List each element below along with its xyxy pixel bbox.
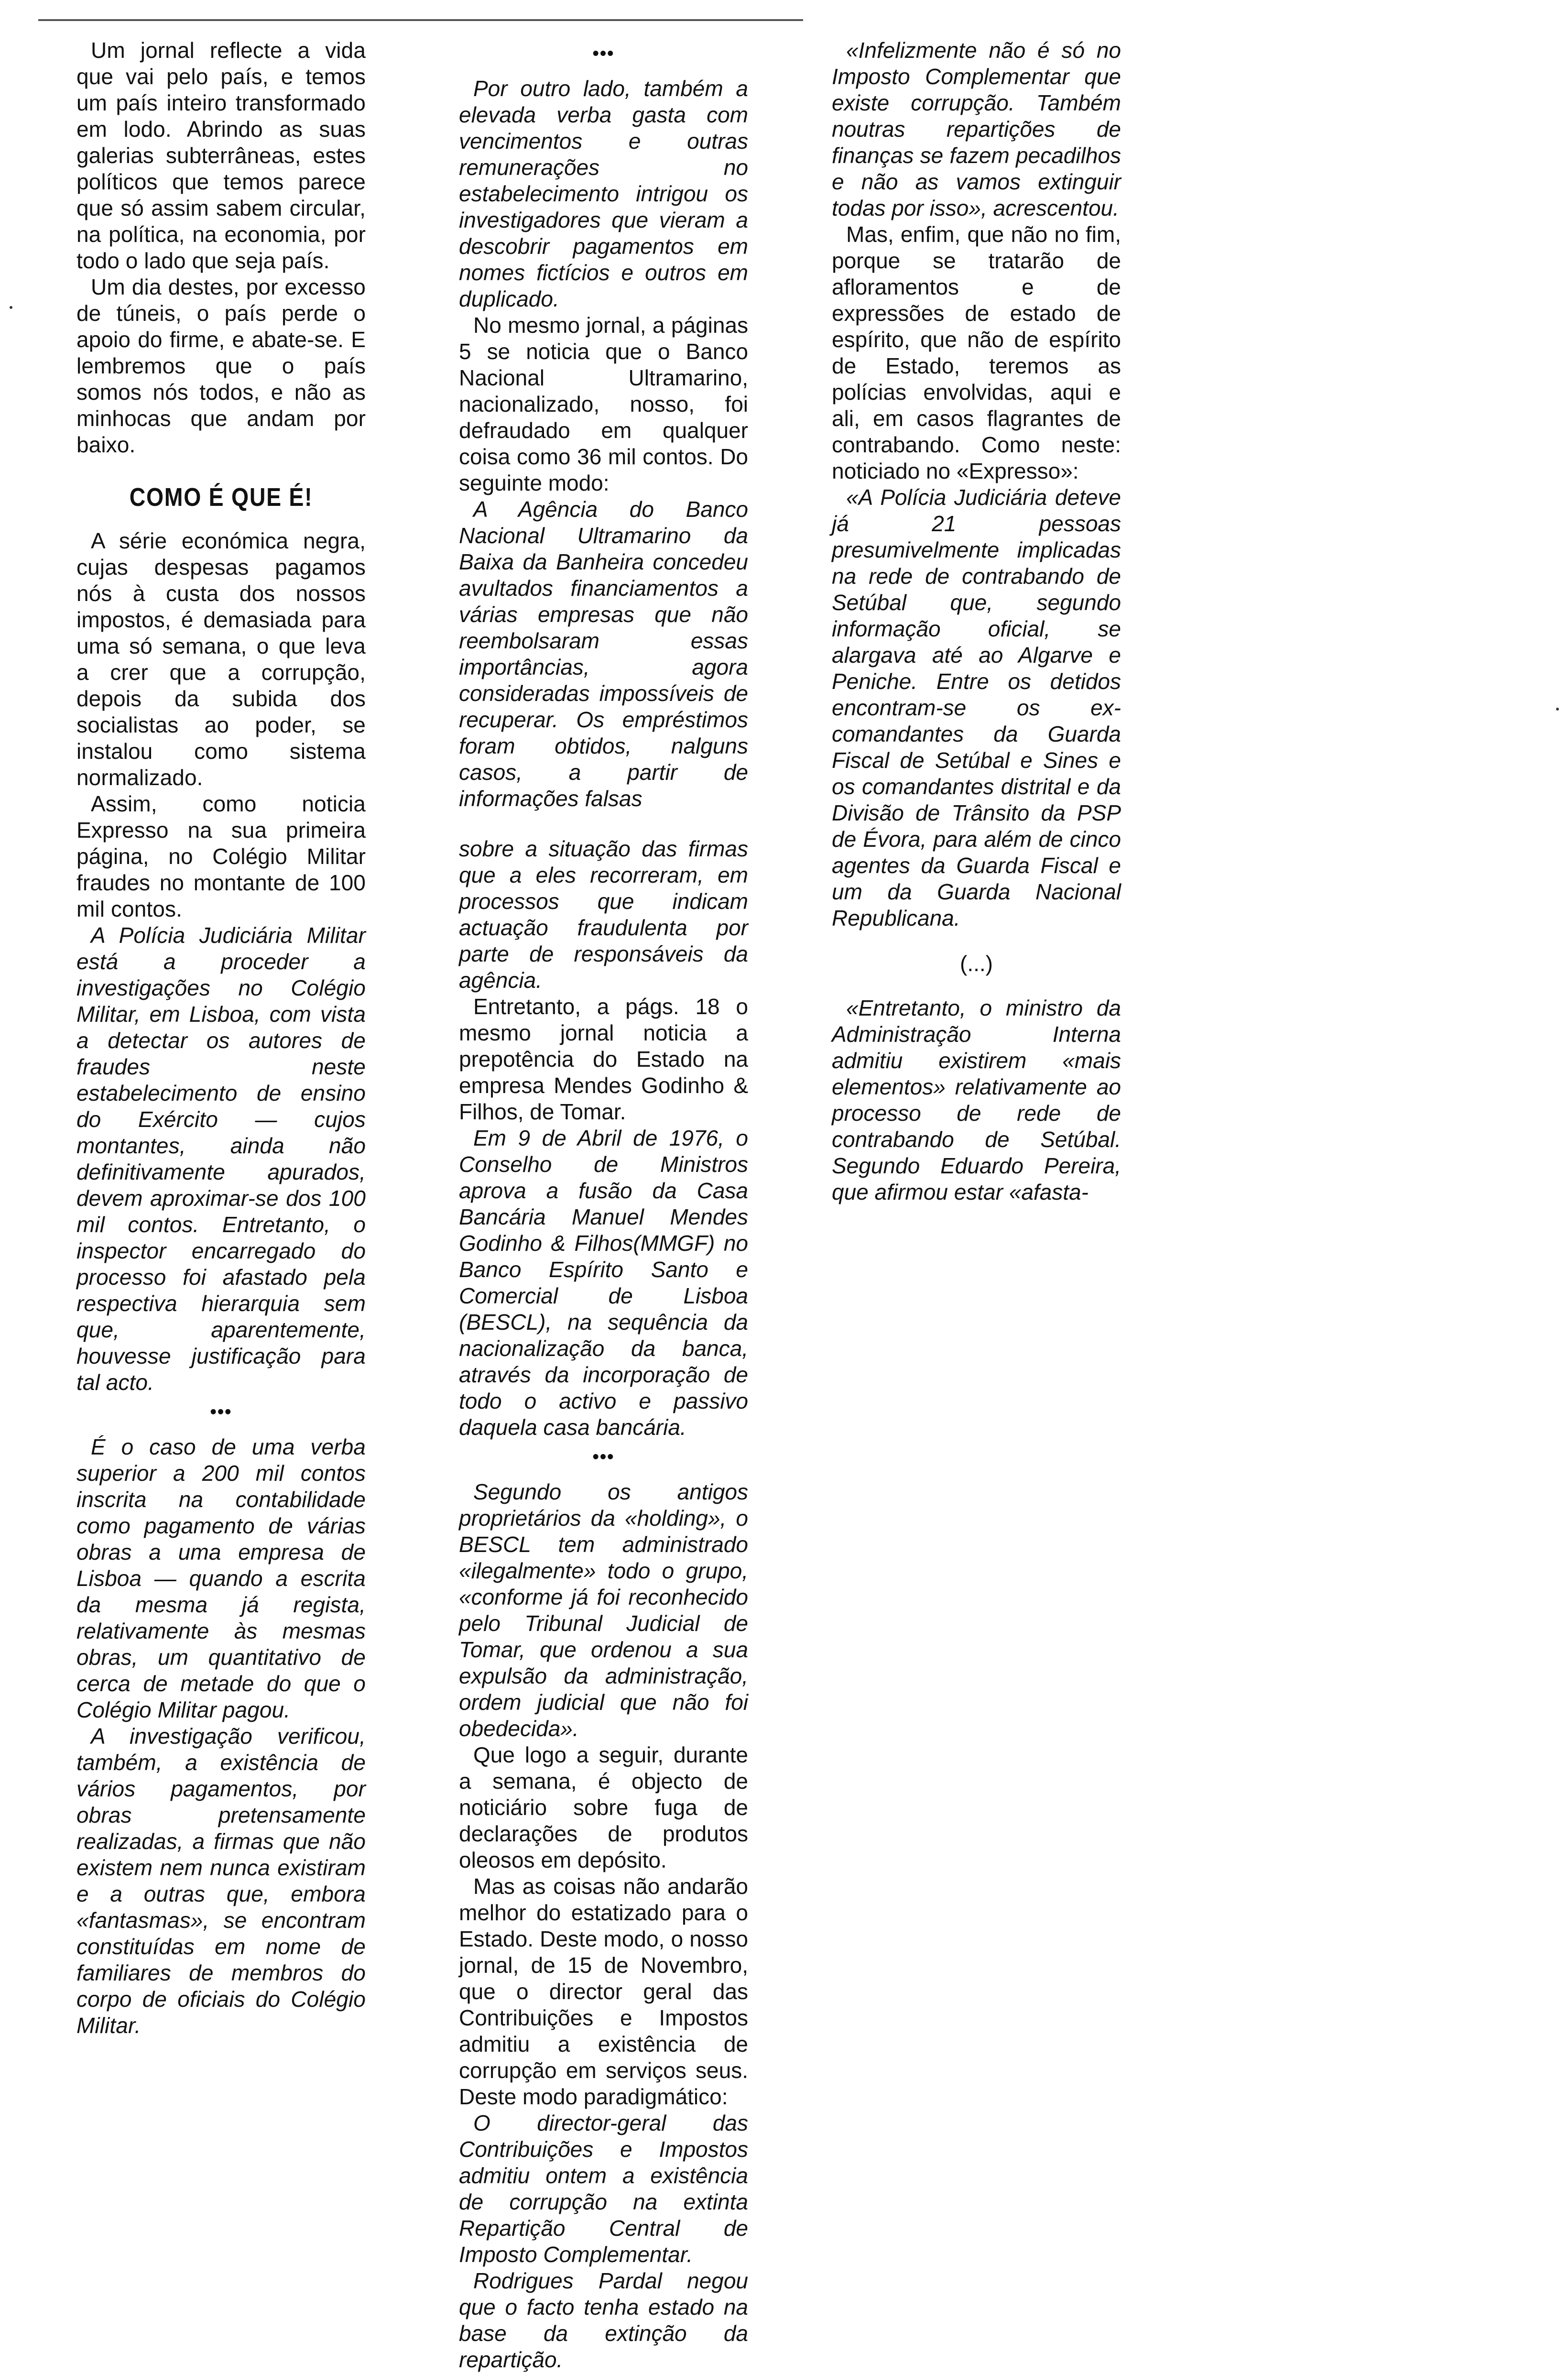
quoted-paragraph: «A Polícia Judiciária deteve já 21 pessoas presumivelmente implicadas na rede de contrabando de Setúbal que, segundo informação oficial, se alargava até ao Algarve e Peniche. Entre os detidos encontram-se os ex-comandantes da Guarda Fiscal de Setúbal e Sines e os comandantes distrital e da Divisão de Trânsito da PSP de Évora, para além de cinco agentes da Guarda Fiscal e um da Guarda Nacional Republicana. bbox=[832, 485, 1121, 930]
omission-mark: (...) bbox=[960, 951, 993, 976]
top-rule bbox=[38, 19, 803, 21]
paragraph: Mas as coisas não andarão melhor do estatizado para o Estado. Deste modo, o nosso jornal, de 15 de Novembro, que o director geral das Contribuições e Impostos admitiu a existência de corrupção em serviços seus. Deste modo paradigmático: bbox=[459, 1874, 748, 2109]
article-column-2 bbox=[459, 37, 748, 2373]
quoted-paragraph: «Infelizmente não é só no Imposto Complementar que existe corrupção. Também noutras repartições de finanças se fazem pecadilhos e não as vamos extinguir todas por isso», acrescentou. bbox=[832, 38, 1121, 220]
quoted-paragraph: sobre a situação das firmas que a eles recorreram, em processos que indicam actuação fraudulenta por parte de responsáveis da agência. bbox=[459, 836, 748, 993]
paragraph: Mas, enfim, que não no fim, porque se tratarão de afloramentos e de expressões de estado de espírito, que não de espírito de Estado, teremos as polícias envolvidas, aqui e ali, em casos flagrantes de contrabando. Como neste: noticiado no «Expresso»: bbox=[832, 222, 1121, 483]
paragraph: Um dia destes, por excesso de túneis, o país perde o apoio do firme, e abate-se. E lembremos que o país somos nós todos, e não as minhocas que andam por baixo. bbox=[76, 274, 366, 457]
quoted-paragraph: A Agência do Banco Nacional Ultramarino da Baixa da Banheira concedeu avultados financiamentos a várias empresas que não reembolsaram essas importâncias, agora consideradas impossíveis de recuperar. Os empréstimos foram obtidos, nalguns casos, a partir de informações falsas bbox=[459, 497, 748, 811]
quoted-paragraph: Segundo os antigos proprietários da «holding», o BESCL tem administrado «ilegalmente» todo o grupo, «conforme já foi reconhecido pelo Tribunal Judicial de Tomar, que ordenou a sua expulsão da administração, ordem judicial que não foi obedecida». bbox=[459, 1479, 748, 1741]
article-column-1 bbox=[76, 37, 366, 2039]
paragraph: A série económica negra, cujas despesas pagamos nós à custa dos nossos impostos, é demasiada para uma só semana, o que leva a crer que a corrupção, depois da subida dos socialistas ao poder, se instalou como sistema normalizado. bbox=[76, 528, 366, 790]
quoted-paragraph: É o caso de uma verba superior a 200 mil contos inscrita na contabilidade como pagamento de várias obras a uma empresa de Lisboa — quando a escrita da mesma já regista, relativamente às mesmas obras, um quantitativo de cerca de metade do que o Colégio Militar pagou. bbox=[76, 1434, 366, 1722]
section-separator: ••• bbox=[592, 44, 615, 64]
section-separator: ••• bbox=[210, 1402, 232, 1422]
section-heading: COMO É QUE É! bbox=[129, 483, 313, 512]
paragraph: No mesmo jornal, a páginas 5 se noticia que o Banco Nacional Ultramarino, nacionalizado, nosso, foi defraudado em qualquer coisa como 36 mil contos. Do seguinte modo: bbox=[459, 313, 748, 495]
quoted-paragraph: Rodrigues Pardal negou que o facto tenha estado na base da extinção da repartição. bbox=[459, 2268, 748, 2372]
scan-speck bbox=[1556, 708, 1559, 711]
paragraph: Que logo a seguir, durante a semana, é objecto de noticiário sobre fuga de declarações de produtos oleosos em depósito. bbox=[459, 1742, 748, 1872]
quoted-paragraph: O director-geral das Contribuições e Impostos admitiu ontem a existência de corrupção na extinta Repartição Central de Imposto Complementar. bbox=[459, 2111, 748, 2267]
quoted-paragraph: A Polícia Judiciária Militar está a proceder a investigações no Colégio Militar, em Lisboa, com vista a detectar os autores de fraudes neste estabelecimento de ensino do Exército — cujos montantes, ainda não definitivamente apurados, devem aproximar-se dos 100 mil contos. Entretanto, o inspector encarregado do processo foi afastado pela respectiva hierarquia sem que, aparentemente, houvesse justificação para tal acto. bbox=[76, 923, 366, 1395]
paragraph: Assim, como noticia Expresso na sua primeira página, no Colégio Militar fraudes no montante de 100 mil contos. bbox=[76, 791, 366, 921]
paragraph: Um jornal reflecte a vida que vai pelo país, e temos um país inteiro transformado em lodo. Abrindo as suas galerias subterrâneas, estes políticos que temos parece que só assim sabem circular, na política, na economia, por todo o lado que seja país. bbox=[76, 38, 366, 273]
quoted-paragraph: A investigação verificou, também, a existência de vários pagamentos, por obras pretensamente realizadas, a firmas que não existem nem nunca existiram e a outras que, embora «fantasmas», se encontram constituídas em nome de familiares de membros do corpo de oficiais do Colégio Militar. bbox=[76, 1724, 366, 2038]
scan-speck bbox=[10, 306, 12, 309]
section-separator: ••• bbox=[592, 1447, 615, 1467]
article-column-3 bbox=[832, 37, 1121, 1205]
quoted-paragraph: «Entretanto, o ministro da Administração Interna admitiu existirem «mais elementos» relativamente ao processo de rede de contrabando de Setúbal. Segundo Eduardo Pereira, que afirmou estar «afasta- bbox=[832, 995, 1121, 1204]
quoted-paragraph: Por outro lado, também a elevada verba gasta com vencimentos e outras remunerações no estabelecimento intrigou os investigadores que vieram a descobrir pagamentos em nomes fictícios e outros em duplicado. bbox=[459, 76, 748, 311]
quoted-paragraph: Em 9 de Abril de 1976, o Conselho de Ministros aprova a fusão da Casa Bancária Manuel Mendes Godinho & Filhos(MMGF) no Banco Espírito Santo e Comercial de Lisboa (BESCL), na sequência da nacionalização da banca, através da incorporação de todo o activo e passivo daquela casa bancária. bbox=[459, 1126, 748, 1440]
paragraph: Entretanto, a págs. 18 o mesmo jornal noticia a prepotência do Estado na empresa Mendes Godinho & Filhos, de Tomar. bbox=[459, 994, 748, 1124]
